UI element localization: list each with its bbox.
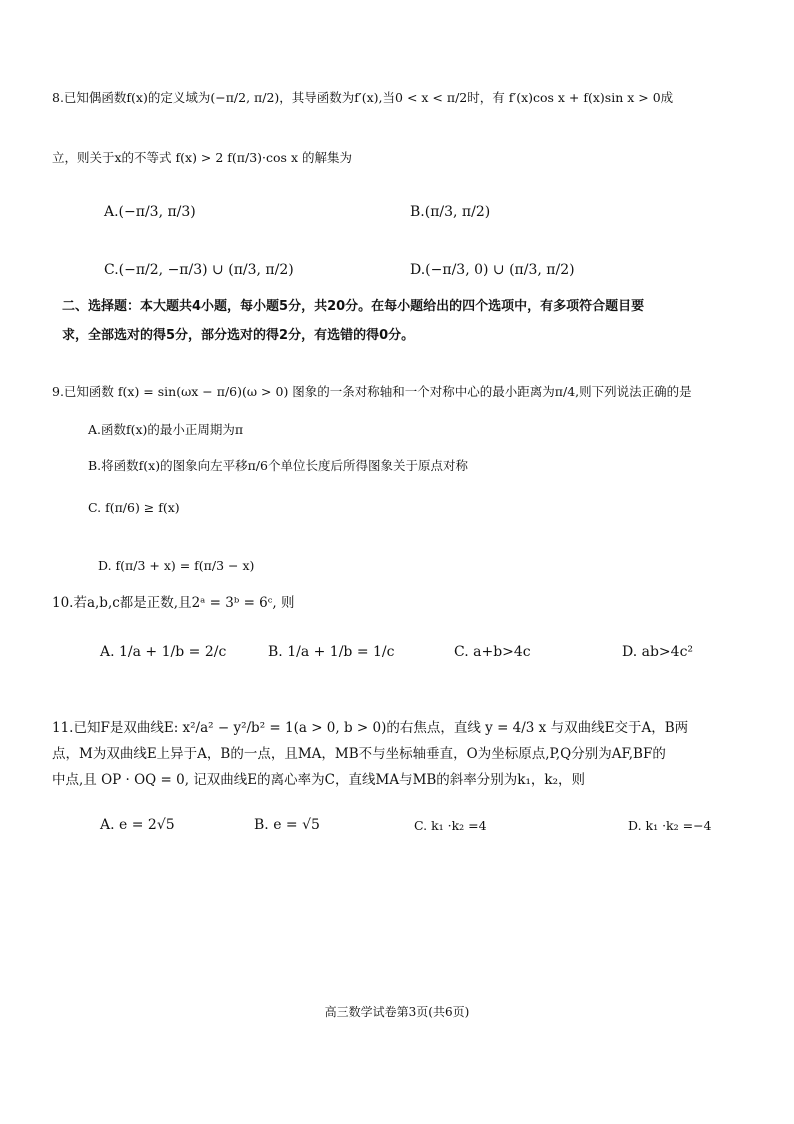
- q9-option-c: C. f(π/6) ≥ f(x): [88, 500, 180, 515]
- q10-option-d: D. ab>4c²: [622, 644, 694, 660]
- q10-option-a: A. 1/a + 1/b = 2/c: [100, 644, 227, 660]
- q11-option-b: B. e = √5: [254, 817, 320, 833]
- q11-stem-line1: 11.已知F是双曲线E: x²/a² − y²/b² = 1(a > 0, b > 0)的右焦点，直线 y = 4/3 x 与双曲线E交于A，B两: [52, 720, 689, 736]
- q11-option-a: A. e = 2√5: [100, 817, 175, 833]
- q8-option-c: C.(−π/2, −π/3) ∪ (π/3, π/2): [104, 262, 294, 278]
- q11-stem-line3: 中点,且 OP · OQ = 0, 记双曲线E的离心率为C，直线MA与MB的斜率分别为k₁，k₂，则: [52, 772, 585, 788]
- q10-stem: 10.若a,b,c都是正数,且2ᵃ = 3ᵇ = 6ᶜ, 则: [52, 595, 295, 611]
- q9-option-b: B.将函数f(x)的图象向左平移π/6个单位长度后所得图象关于原点对称: [88, 458, 468, 473]
- q8-option-b: B.(π/3, π/2): [410, 204, 491, 220]
- q9-stem: 9.已知函数 f(x) = sin(ωx − π/6)(ω > 0) 图象的一条对称轴和一个对称中心的最小距离为π/4,则下列说法正确的是: [52, 384, 692, 399]
- q11-option-d: D. k₁ ·k₂ =−4: [628, 818, 712, 833]
- q8-option-d: D.(−π/3, 0) ∪ (π/3, π/2): [410, 262, 575, 278]
- q11-stem-line2: 点，M为双曲线E上异于A，B的一点，且MA，MB不与坐标轴垂直，O为坐标原点,P,Q分别为AF,BF的: [52, 746, 666, 762]
- q10-option-c: C. a+b>4c: [454, 644, 531, 660]
- section-2-heading-line2: 求，全部选对的得5分，部分选对的得2分，有选错的得0分。: [62, 328, 415, 343]
- q11-option-c: C. k₁ ·k₂ =4: [414, 818, 487, 833]
- q8-stem-line2: 立，则关于x的不等式 f(x) > 2 f(π/3)·cos x 的解集为: [52, 150, 352, 165]
- q8-stem-line1: 8.已知偶函数f(x)的定义域为(−π/2, π/2)，其导函数为f′(x),当0 < x < π/2时，有 f′(x)cos x + f(x)sin x > 0成: [52, 90, 674, 105]
- section-2-heading-line1: 二、选择题：本大题共4小题，每小题5分，共20分。在每小题给出的四个选项中，有多项符合题目要: [62, 299, 645, 314]
- q9-option-a: A.函数f(x)的最小正周期为π: [88, 422, 244, 437]
- page-footer: 高三数学试卷第3页(共6页): [324, 1005, 470, 1019]
- q9-option-d: D. f(π/3 + x) = f(π/3 − x): [98, 558, 255, 573]
- q10-option-b: B. 1/a + 1/b = 1/c: [268, 644, 395, 660]
- q8-option-a: A.(−π/3, π/3): [104, 204, 196, 220]
